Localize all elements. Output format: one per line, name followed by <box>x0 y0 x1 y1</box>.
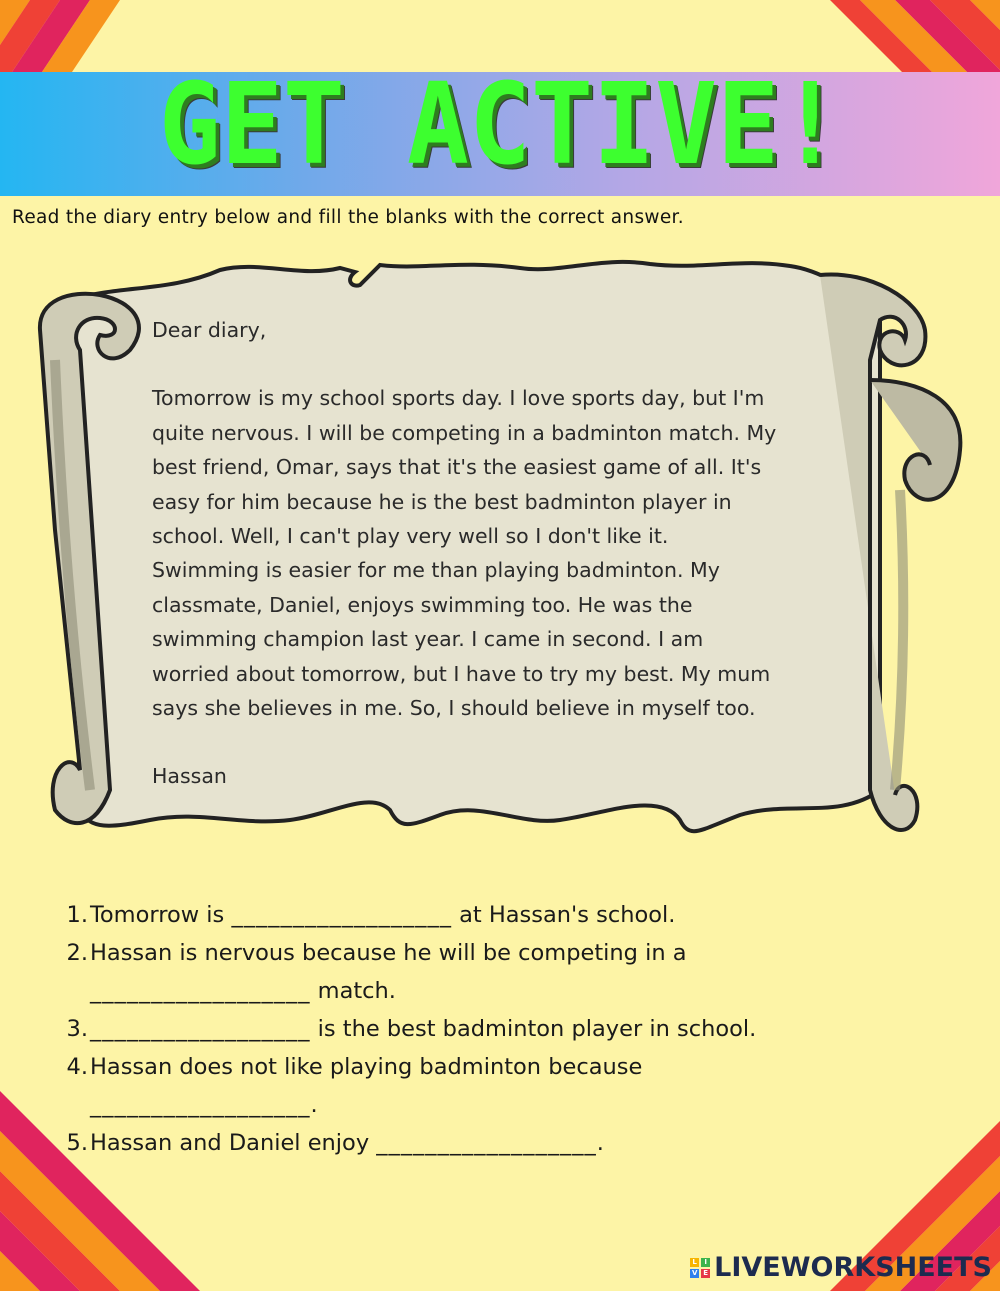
question-text: is the best badminton player in school. <box>310 1016 757 1042</box>
question-text: Hassan does not like playing badminton because <box>90 1054 643 1080</box>
diary-signature: Hassan <box>152 764 227 789</box>
question-4-continuation <box>64 1086 944 1124</box>
answer-blank-5[interactable]: __________________ <box>376 1130 597 1156</box>
page-title: GET ACTIVE! <box>158 60 842 190</box>
answer-blank-3[interactable]: __________________ <box>90 1016 311 1042</box>
diary-line: Tomorrow is my school sports day. I love sports day, but I'm <box>152 386 765 411</box>
question-number: 5. <box>66 1130 88 1156</box>
liveworksheets-logo[interactable] <box>690 1252 992 1283</box>
question-text: match. <box>310 978 396 1004</box>
diary-line: easy for him because he is the best badminton player in <box>152 489 732 514</box>
diary-line: worried about tomorrow, but I have to try my best. My mum <box>152 661 771 686</box>
question-2 <box>64 934 944 972</box>
question-text: at Hassan's school. <box>451 902 676 928</box>
diary-entry <box>152 313 852 794</box>
question-4 <box>64 1048 944 1086</box>
diary-greeting: Dear diary, <box>152 318 267 342</box>
question-text: . <box>596 1130 604 1156</box>
diary-line: best friend, Omar, says that it's the easiest game of all. It's <box>152 455 762 480</box>
question-text: Tomorrow is <box>90 902 232 928</box>
answer-blank-1[interactable]: __________________ <box>231 902 452 928</box>
question-text: Hassan is nervous because he will be competing in a <box>90 940 687 966</box>
diary-line: Swimming is easier for me than playing badminton. My <box>152 558 720 583</box>
question-text: . <box>310 1092 318 1118</box>
question-2-continuation <box>64 972 944 1010</box>
question-5 <box>64 1124 944 1162</box>
answer-blank-4[interactable]: __________________ <box>90 1092 311 1118</box>
question-3 <box>64 1010 944 1048</box>
instruction-text: Read the diary entry below and fill the blanks with the correct answer. <box>12 207 684 228</box>
question-number: 3. <box>66 1016 88 1042</box>
question-number: 2. <box>66 940 88 966</box>
diary-line: classmate, Daniel, enjoys swimming too. He was the <box>152 592 693 617</box>
answer-blank-2[interactable]: __________________ <box>90 978 311 1004</box>
diary-line: swimming champion last year. I came in second. I am <box>152 627 704 652</box>
logo-brand-text: LIVEWORKSHEETS <box>714 1252 992 1283</box>
diary-line: quite nervous. I will be competing in a badminton match. My <box>152 420 777 445</box>
diary-line: says she believes in me. So, I should believe in myself too. <box>152 696 756 721</box>
question-number: 1. <box>66 902 88 928</box>
logo-blocks-icon: L I V E <box>690 1258 710 1278</box>
question-text: Hassan and Daniel enjoy <box>90 1130 377 1156</box>
question-number: 4. <box>66 1054 88 1080</box>
question-list <box>64 896 944 1162</box>
diary-line: school. Well, I can't play very well so I don't like it. <box>152 524 669 549</box>
question-1 <box>64 896 944 934</box>
